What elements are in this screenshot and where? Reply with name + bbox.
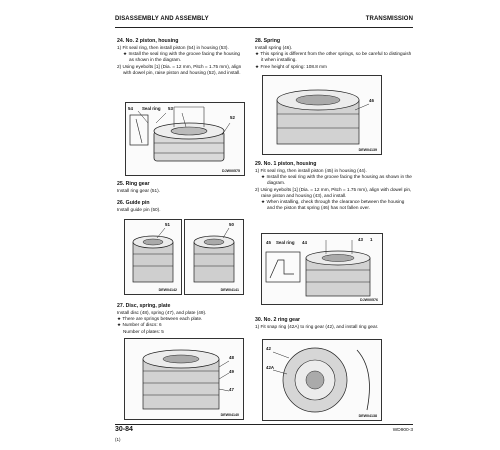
step-24 (117, 38, 243, 76)
step-29-title: 29. No. 1 piston, housing (255, 161, 317, 167)
machine-model: WD900-3 (392, 428, 413, 433)
page-header (115, 16, 413, 26)
step-25-title: 25. Ring gear (117, 181, 150, 187)
step-28 (255, 38, 413, 70)
figure-ring-gear (124, 219, 182, 295)
figure-24-code: DJW00575 (222, 169, 240, 173)
step-30 (255, 317, 413, 330)
step-27 (117, 303, 243, 335)
step-28-title: 28. Spring (255, 38, 281, 44)
guide-pin-illustration (185, 220, 243, 294)
figure-step-27 (124, 338, 244, 420)
step-30-title: 30. No. 2 ring gear (255, 317, 300, 323)
step-29 (255, 161, 413, 211)
label-48: 48 (229, 355, 234, 360)
no2-ring-gear-illustration (263, 340, 381, 420)
step-29-line-2: ★ Install the seal ring with the groove facing the housing as shown in the diagram. (261, 174, 412, 186)
label-45: 45 (266, 240, 271, 245)
step-24-line-1: 1) Fit seal ring, then install piston (54) in housing (53). (117, 45, 229, 50)
figure-step-30 (262, 339, 382, 421)
label-52: 52 (230, 115, 235, 120)
disc-spring-plate-illustration (125, 339, 243, 419)
label-47: 47 (229, 387, 234, 392)
header-section-title: DISASSEMBLY AND ASSEMBLY (115, 16, 209, 22)
label-43: 43 (358, 237, 363, 242)
figure-29-code: DJW00576 (360, 298, 378, 302)
step-26-title: 26. Guide pin (117, 200, 150, 206)
step-29-line-1: 1) Fit seal ring, then install piston (45) in housing (44). (255, 168, 367, 173)
step-26-text: Install guide pin (50). (117, 207, 161, 212)
figure-guide-pin (184, 219, 244, 295)
step-24-title: 24. No. 2 piston, housing (117, 38, 179, 44)
label-50: 50 (229, 222, 234, 227)
step-24-line-2: ★ Install the seal ring with the groove facing the housing as shown in the diagram. (123, 51, 241, 63)
step-28-line-3: ★ Free height of spring: 108.8 mm (255, 63, 327, 69)
ring-gear-illustration (125, 220, 181, 294)
label-51: 51 (165, 222, 170, 227)
label-44: 44 (302, 240, 307, 245)
step-29-line-4: ★ When installing, check through the clearance between the housing and the piston that spring (46) has not fallen over. (261, 199, 405, 211)
label-54: 54 (128, 106, 133, 111)
step-26 (117, 200, 243, 213)
step-27-line-1: Install disc (48), spring (47), and plate (49). (117, 310, 207, 315)
step-27-line-3: ★ Number of discs: 6 (117, 322, 162, 328)
step-25-text: Install ring gear (51). (117, 188, 160, 193)
label-49: 49 (229, 369, 234, 374)
figure-step-24 (125, 102, 245, 176)
step-30-line-1: 1) Fit snap ring (42A) to ring gear (42), and install ring gear. (255, 324, 379, 329)
header-chapter-title: TRANSMISSION (365, 16, 413, 22)
figure-step-28 (262, 75, 382, 155)
label-53: 53 (168, 106, 173, 111)
figure-25-code: DEW04142 (158, 288, 177, 292)
header-rule (115, 27, 413, 28)
figure-26-code: DEW04141 (220, 288, 239, 292)
step-25 (117, 181, 243, 194)
figure-27-code: DEW04140 (220, 413, 239, 417)
page-revision: (1) (115, 437, 121, 442)
footer-rule (115, 424, 413, 425)
label-seal-ring-29: Seal ring (276, 240, 295, 245)
label-1: 1 (370, 237, 373, 242)
page-number: 30-84 (115, 426, 133, 433)
step-27-line-2: ★ There are springs between each plate. (117, 316, 203, 322)
piston-housing-illustration (126, 103, 244, 175)
step-28-line-1: Install spring (46). (255, 45, 293, 50)
step-24-line-3: 2) Using eyebolts [1] (Dia. = 12 mm, Pitch = 1.75 mm), align with dowel pin, raise piston and housing (52), and install. (117, 63, 242, 75)
step-27-title: 27. Disc, spring, plate (117, 303, 171, 309)
label-seal-ring: Seal ring (142, 106, 161, 111)
spring-illustration (263, 76, 381, 154)
label-42a: 42A (266, 365, 275, 370)
figure-28-code: DEW04139 (358, 148, 377, 152)
figure-30-code: DEW04138 (358, 414, 377, 418)
label-42: 42 (266, 346, 271, 351)
label-46: 46 (369, 98, 374, 103)
figure-step-29 (261, 233, 383, 305)
step-29-line-3: 2) Using eyebolts [1] (Dia. = 12 mm, Pitch = 1.75 mm), align with dowel pin, raise piston and housing (43), and install. (255, 186, 412, 198)
step-28-line-2: ★ This spring is different from the other springs, so be careful to distinguish it when installing. (255, 51, 412, 63)
step-27-line-4: Number of plates: 5 (123, 328, 164, 334)
